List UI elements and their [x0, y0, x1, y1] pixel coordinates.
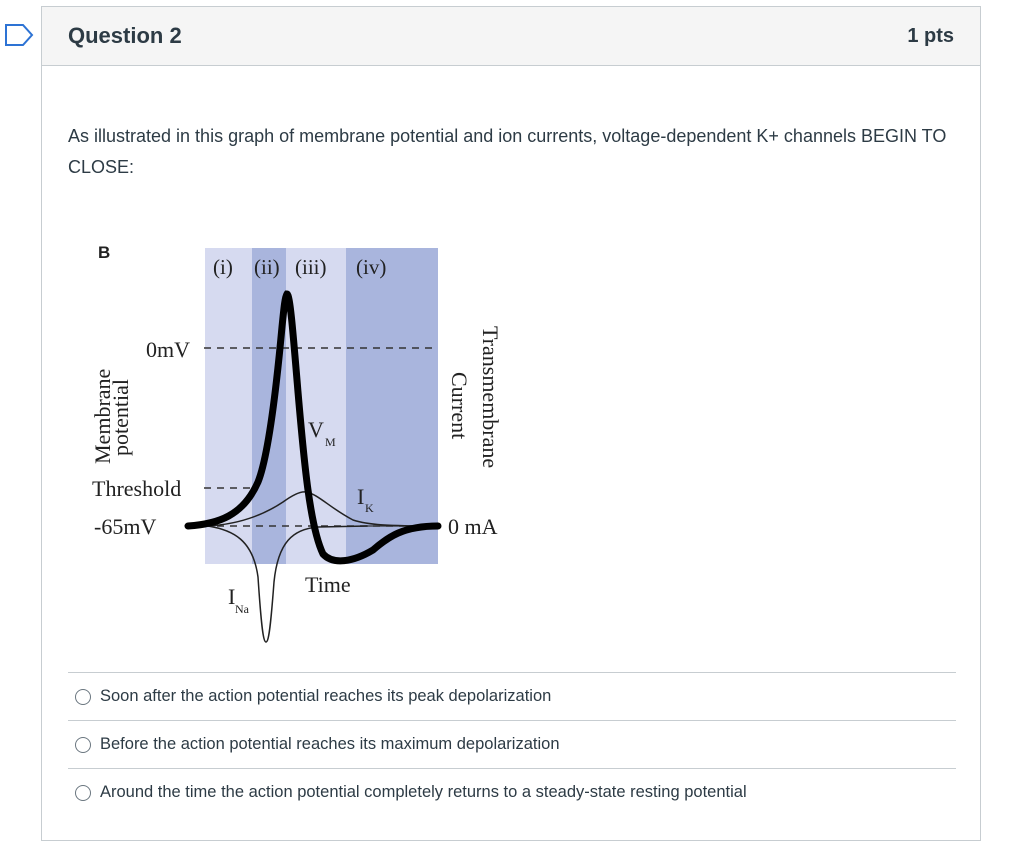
radio-button[interactable] — [75, 737, 91, 753]
phase-label-iv: (iv) — [356, 255, 387, 279]
answer-label: Around the time the action potential completely returns to a steady-state resting potential — [100, 783, 747, 801]
zero-ma-label: 0 mA — [448, 514, 498, 539]
radio-button[interactable] — [75, 689, 91, 705]
phase-label-ii: (ii) — [254, 255, 280, 279]
y-right-label-line2: Current — [447, 372, 472, 440]
ik-subscript: K — [365, 501, 374, 515]
y-left-label-line1: Membrane — [90, 368, 115, 464]
y-right-label-line1: Transmembrane — [478, 326, 503, 469]
time-label: Time — [305, 572, 351, 597]
vm-subscript: M — [325, 435, 336, 449]
resting-label: -65mV — [94, 514, 157, 539]
bookmark-icon[interactable] — [4, 22, 34, 48]
answer-option[interactable] — [68, 720, 956, 768]
vm-label: V — [308, 417, 324, 442]
question-card — [41, 6, 981, 841]
phase-label-iii: (iii) — [295, 255, 327, 279]
answer-label: Before the action potential reaches its maximum depolarization — [100, 735, 560, 753]
ina-label: I — [228, 584, 236, 609]
action-potential-figure — [68, 232, 508, 644]
answer-label: Soon after the action potential reaches its peak depolarization — [100, 687, 552, 705]
question-points: 1 pts — [907, 24, 954, 47]
question-text: As illustrated in this graph of membrane potential and ion currents, voltage-dependent K+ channels BEGIN TO CLOSE: — [68, 126, 947, 177]
answer-option[interactable] — [68, 768, 956, 816]
band-ii — [252, 248, 286, 564]
y-left-label-line2: potential — [108, 379, 133, 456]
panel-label: B — [98, 243, 111, 262]
answer-option[interactable] — [68, 672, 956, 720]
answer-list — [68, 672, 956, 816]
radio-button[interactable] — [75, 785, 91, 801]
band-iv — [346, 248, 438, 564]
ina-subscript: Na — [235, 602, 249, 616]
question-header — [42, 7, 980, 66]
threshold-label: Threshold — [92, 476, 182, 501]
question-title: Question 2 — [68, 23, 182, 48]
phase-label-i: (i) — [213, 255, 233, 279]
band-iii — [286, 248, 346, 564]
ik-label: I — [357, 484, 365, 509]
zero-mv-label: 0mV — [146, 337, 190, 362]
